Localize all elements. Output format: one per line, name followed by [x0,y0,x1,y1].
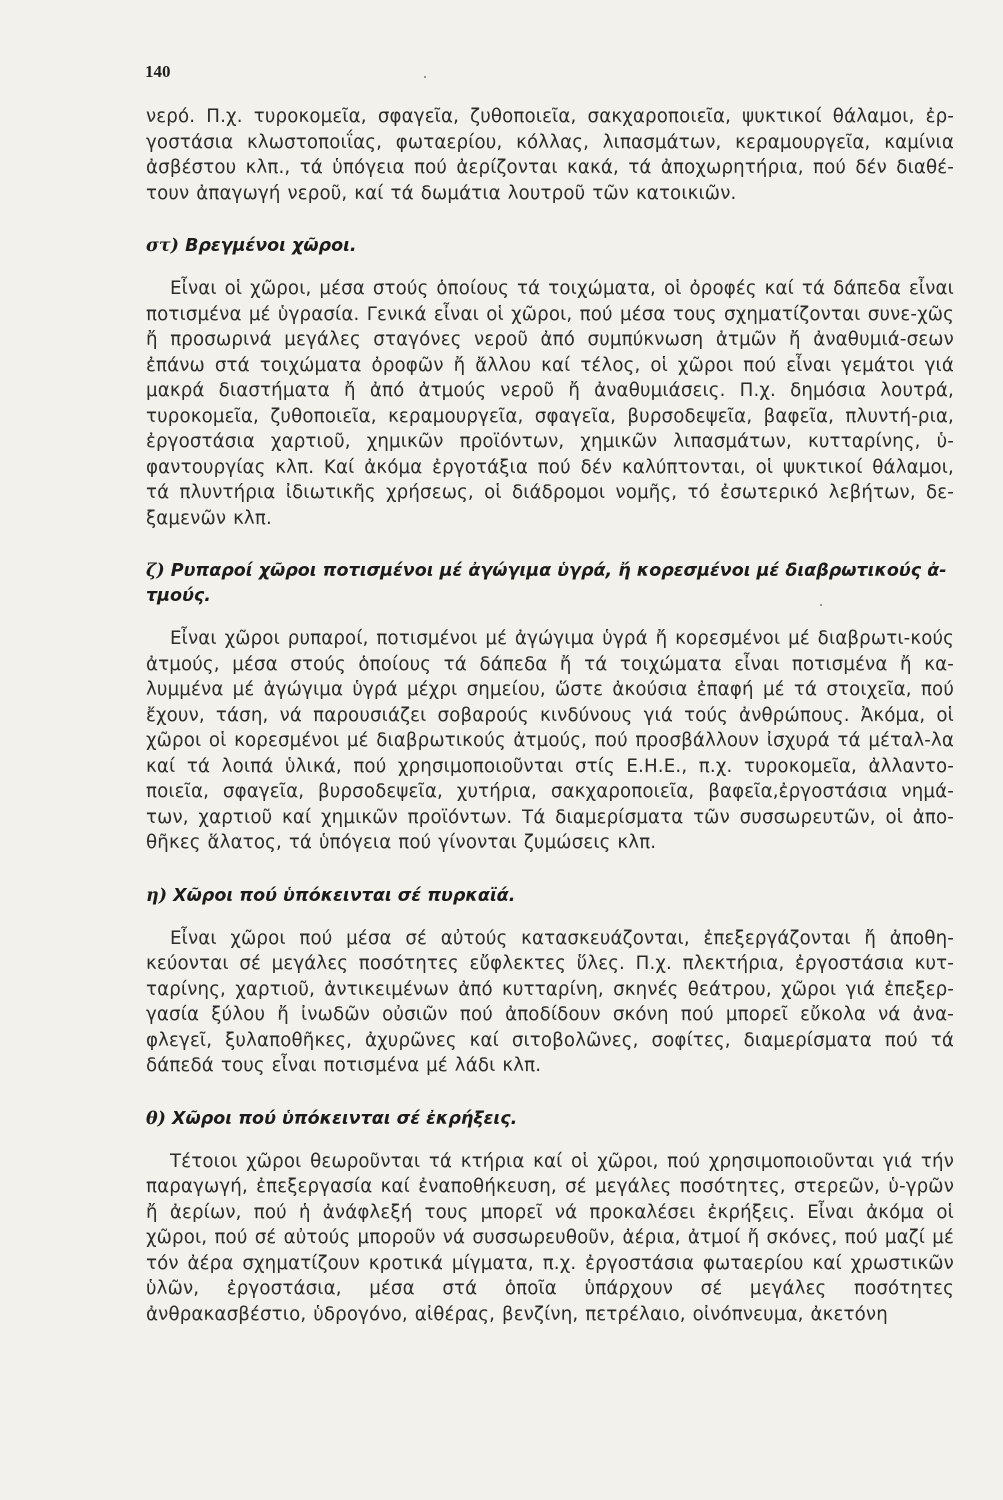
section-heading-i [146,884,954,909]
scan-speck [424,76,426,78]
section-letter: θ) [146,1108,166,1129]
section-heading-th [146,1107,954,1132]
paragraph-continued: νερό. Π.χ. τυροκομεῖα, σφαγεῖα, ζυθοποιεῖα, σακχαροποιεῖα, ψυκτικοί θάλαμοι, ἐρ-γοστάσια κλωστοποιΐας, φωταερίου, κόλλας, λιπασμάτων, κεραμουργεῖα, καμίνια ἀσβέστου κλπ., τά ὑπόγεια πού ἀερίζονται κακά, τά ἀποχωρητήρια, πού δέν διαθέ-τουν ἀπαγωγή νεροῦ, καί τά δωμάτια λουτροῦ τῶν κατοικιῶν. [146,106,954,204]
section-heading-z [146,559,954,609]
page-number: 140 [145,62,171,81]
section-letter: η) [146,885,168,906]
section-letter: ζ) [146,561,165,581]
section-title: Χῶροι πού ὑπόκεινται σέ πυρκαϊά. [173,885,516,906]
paragraph-wet-spaces: Εἶναι οἱ χῶροι, μέσα στούς ὁποίους τά τοιχώματα, οἱ ὀροφές καί τά δάπεδα εἶναι ποτισμένα μέ ὑγρασία. Γενικά εἶναι οἱ χῶροι, πού μέσα τους σχηματίζονται συνε-χῶς ἤ προσωρινά μεγάλες σταγόνες νεροῦ ἀπό συμπύκνωση ἀτμῶν ἤ ἀναθυμιά-σεων ἐπάνω στά τοιχώματα ὀροφῶν ἤ ἄλλου καί τέλος, οἱ χῶροι πού εἶναι γεμάτοι γιά μακρά διαστήματα ἤ ἀπό ἀτμούς νεροῦ ἤ ἀναθυμιάσεις. Π.χ. δημόσια λουτρά, τυροκομεῖα, ζυθοποιεῖα, κεραμουργεῖα, σφαγεῖα, βυρσοδεψεῖα, βαφεῖα, πλυντή-ρια, ἐργοστάσια χαρτιοῦ, χημικῶν προϊόντων, χημικῶν λιπασμάτων, κυτταρίνης, ὑ-φαντουργίας κλπ. Καί ἀκόμα ἐργοτάξια πού δέν καλύπτονται, οἱ ψυκτικοί θάλαμοι, τά πλυντήρια ἰδιωτικῆς χρήσεως, οἱ διάδρομοι νομῆς, τό ἐσωτερικό λεβήτων, δε-ξαμενῶν κλπ. [146,278,954,529]
paragraph-fire-risk: Εἶναι χῶροι πού μέσα σέ αὐτούς κατασκευάζονται, ἐπεξεργάζονται ἤ ἀποθη-κεύονται σέ μεγάλες ποσότητες εὔφλεκτες ὕλες. Π.χ. πλεκτήρια, ἐργοστάσια κυτ-ταρίνης, χαρτιοῦ, ἀντικειμένων ἀπό κυτταρίνη, σκηνές θεάτρου, χῶροι γιά ἐπεξερ-γασία ξύλου ἤ ἰνωδῶν οὐσιῶν πού ἀποδίδουν σκόνη πού μπορεῖ εὔκολα νά ἀνα-φλεγεῖ, ξυλαποθῆκες, ἀχυρῶνες καί σιτοβολῶνες, σοφίτες, διαμερίσματα πού τά δάπεδά τους εἶναι ποτισμένα μέ λάδι κλπ. [146,927,954,1076]
paragraph-dirty-spaces: Εἶναι χῶροι ρυπαροί, ποτισμένοι μέ ἀγώγιμα ὑγρά ἤ κορεσμένοι μέ διαβρωτι-κούς ἀτμούς, μέσα στούς ὁποίους τά δάπεδα ἤ τά τοιχώματα εἶναι ποτισμένα ἤ κα-λυμμένα μέ ἀγώγιμα ὑγρά μέχρι σημείου, ὥστε ἀκούσια ἐπαφή μέ τά στοιχεῖα, πού ἔχουν, τάση, νά παρουσιάζει σοβαρούς κινδύνους γιά τούς ἀνθρώπους. Ἀκόμα, οἱ χῶροι οἱ κορεσμένοι μέ διαβρωτικούς ἀτμούς, πού προσβάλλουν ἰσχυρά τά μέταλ-λα καί τά λοιπά ὑλικά, πού χρησιμοποιοῦνται στίς Ε.Η.Ε., π.χ. τυροκομεῖα, ἀλλαντο-ποιεῖα, σφαγεῖα, βυρσοδεψεῖα, χυτήρια, σακχαροποιεῖα, βαφεῖα,ἐργοστάσια νημά-των, χαρτιοῦ καί χημικῶν προϊόντων. Τά διαμερίσματα τῶν συσσωρευτῶν, οἱ ἀπο-θῆκες ἅλατος, τά ὑπόγεια πού γίνονται ζυμώσεις κλπ. [146,628,954,853]
paragraph-explosion-risk: Τέτοιοι χῶροι θεωροῦνται τά κτήρια καί οἱ χῶροι, πού χρησιμοποιοῦνται γιά τήν παραγωγή, ἐπεξεργασία καί ἐναποθήκευση, σέ μεγάλες ποσότητες, στερεῶν, ὑ-γρῶν ἤ ἀερίων, πού ἡ ἀνάφλεξή τους μπορεῖ νά προκαλέσει ἐκρήξεις. Εἶναι ἀκόμα οἱ χῶροι, πού σέ αὐτούς μποροῦν νά συσσωρευθοῦν, ἀέρια, ἀτμοί ἤ σκόνες, πού μαζί μέ τόν ἀέρα σχηματίζουν κροτικά μίγματα, π.χ. ἐργοστάσια φωταερίου καί χρωστικῶν ὑλῶν, ἐργοστάσια, μέσα στά ὁποῖα ὑπάρχουν σέ μεγάλες ποσότητες ἀνθρακασβέστιο, ὑδρογόνο, αἰθέρας, βενζίνη, πετρέλαιο, οἰνόπνευμα, ἀκετόνη [146,1150,954,1325]
section-title: Ρυπαροί χῶροι ποτισμένοι μέ ἀγώγιμα ὑγρά, ἤ κορεσμένοι μέ διαβρωτικούς ἀ-τμούς. [146,561,947,606]
section-title: Χῶροι πού ὑπόκεινται σέ ἐκρήξεις. [172,1108,518,1129]
document-body [146,104,954,1327]
section-heading-st [146,234,954,259]
section-letter: στ) [146,236,179,256]
section-title: Βρεγμένοι χῶροι. [185,236,357,256]
